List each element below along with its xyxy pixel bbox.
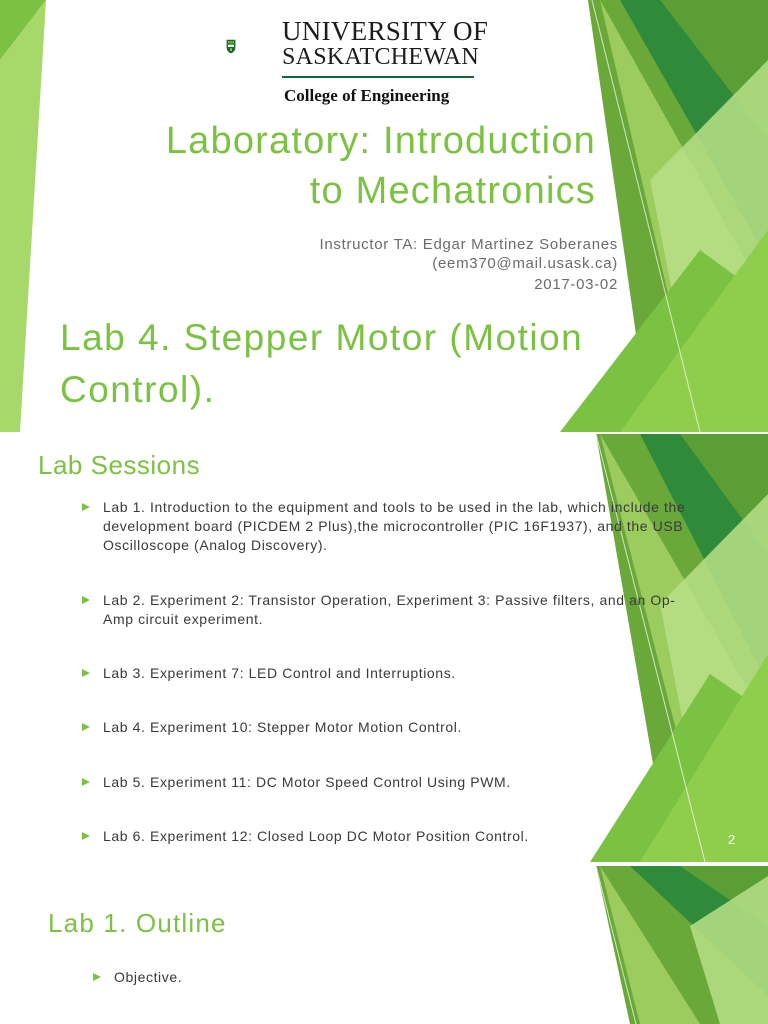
slide3-decoration: [0, 866, 768, 1024]
lab-title: [60, 312, 640, 416]
title-line2: to Mechatronics: [309, 170, 596, 212]
instructor-email: (eem370@mail.usask.ca): [432, 255, 618, 272]
list-item: [93, 968, 714, 987]
list-item: [82, 773, 703, 792]
list-item-text: Lab 1. Introduction to the equipment and tools to be used in the lab, which include the development board (PICDEM 2 Plus),the microcontroller (PIC 16F1937), and the USB Oscilloscope (Analog Discovery).: [103, 499, 686, 553]
lab-title-line1: Lab 4. Stepper Motor (Motion: [60, 317, 584, 358]
bullet-arrow-icon: [82, 669, 90, 677]
bullet-arrow-icon: [82, 723, 90, 731]
list-item-text: Lab 5. Experiment 11: DC Motor Speed Control Using PWM.: [103, 774, 511, 790]
university-name-line1: UNIVERSITY OF: [282, 16, 489, 46]
title-line1: Laboratory: Introduction: [165, 120, 596, 162]
list-item: [82, 591, 703, 629]
list-item-text: Lab 4. Experiment 10: Stepper Motor Motion Control.: [103, 719, 462, 735]
page-number: 2: [728, 832, 736, 847]
bullet-arrow-icon: [82, 503, 90, 511]
bullet-arrow-icon: [82, 596, 90, 604]
lab-sessions-heading: Lab Sessions: [38, 450, 201, 480]
list-item: [82, 498, 703, 555]
slide-lab-sessions: [0, 434, 768, 862]
slide-lab1-outline: [0, 866, 768, 1024]
slide-title: [0, 0, 768, 432]
lab-title-line2: Control).: [60, 369, 216, 410]
university-crest-logo: [226, 14, 276, 84]
instructor-info: [118, 235, 618, 273]
list-item-text: Lab 3. Experiment 7: LED Control and Interruptions.: [103, 665, 456, 681]
lab1-outline-heading: Lab 1. Outline: [48, 908, 227, 938]
bullet-arrow-icon: [82, 832, 90, 840]
instructor-name: Instructor TA: Edgar Martinez Soberanes: [319, 236, 618, 253]
list-item-text: Lab 2. Experiment 2: Transistor Operation, Experiment 3: Passive filters, and an Op-Amp circuit experiment.: [103, 592, 676, 627]
list-item: [82, 827, 703, 846]
university-name-line2: SASKATCHEWAN: [282, 44, 479, 70]
bullet-arrow-icon: [93, 973, 101, 981]
university-rule: [282, 76, 474, 78]
presentation-title: [36, 116, 596, 216]
list-item: [82, 664, 703, 683]
list-item-text: Objective.: [114, 969, 183, 985]
list-item: [82, 718, 703, 737]
presentation-date: 2017-03-02: [534, 276, 618, 293]
bullet-arrow-icon: [82, 778, 90, 786]
college-name: College of Engineering: [284, 86, 450, 105]
list-item-text: Lab 6. Experiment 12: Closed Loop DC Motor Position Control.: [103, 828, 529, 844]
